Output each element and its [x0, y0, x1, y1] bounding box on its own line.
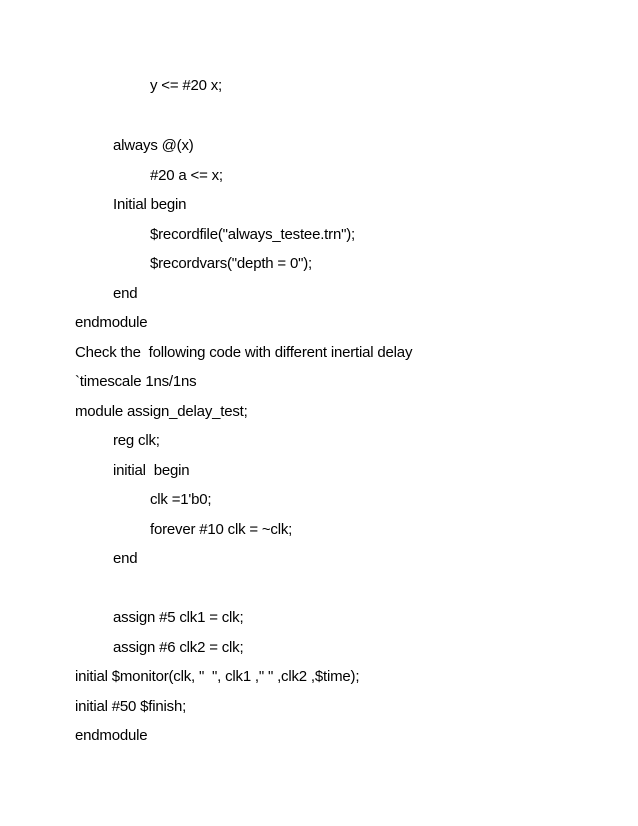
code-line: assign #6 clk2 = clk; [113, 639, 244, 656]
code-line: Initial begin [113, 196, 187, 213]
code-line: initial $monitor(clk, " ", clk1 ," " ,clk2 ,$time); [75, 668, 360, 685]
code-line: $recordvars("depth = 0"); [150, 255, 312, 272]
code-line: initial begin [113, 462, 190, 479]
code-line: initial #50 $finish; [75, 698, 187, 715]
prose-line: Check the following code with different inertial delay [75, 344, 413, 361]
code-line: #20 a <= x; [150, 167, 223, 184]
code-line: $recordfile("always_testee.trn"); [150, 226, 355, 243]
code-line: clk =1'b0; [150, 491, 212, 508]
code-line: endmodule [75, 314, 148, 331]
code-line: always @(x) [113, 137, 194, 154]
code-line: assign #5 clk1 = clk; [113, 609, 244, 626]
code-line: `timescale 1ns/1ns [75, 373, 197, 390]
code-line: module assign_delay_test; [75, 403, 248, 420]
code-line: y <= #20 x; [150, 77, 223, 94]
code-line: forever #10 clk = ~clk; [150, 521, 293, 538]
code-line: endmodule [75, 727, 148, 744]
code-line: end [113, 550, 138, 567]
code-line: reg clk; [113, 432, 160, 449]
code-line: end [113, 285, 138, 302]
